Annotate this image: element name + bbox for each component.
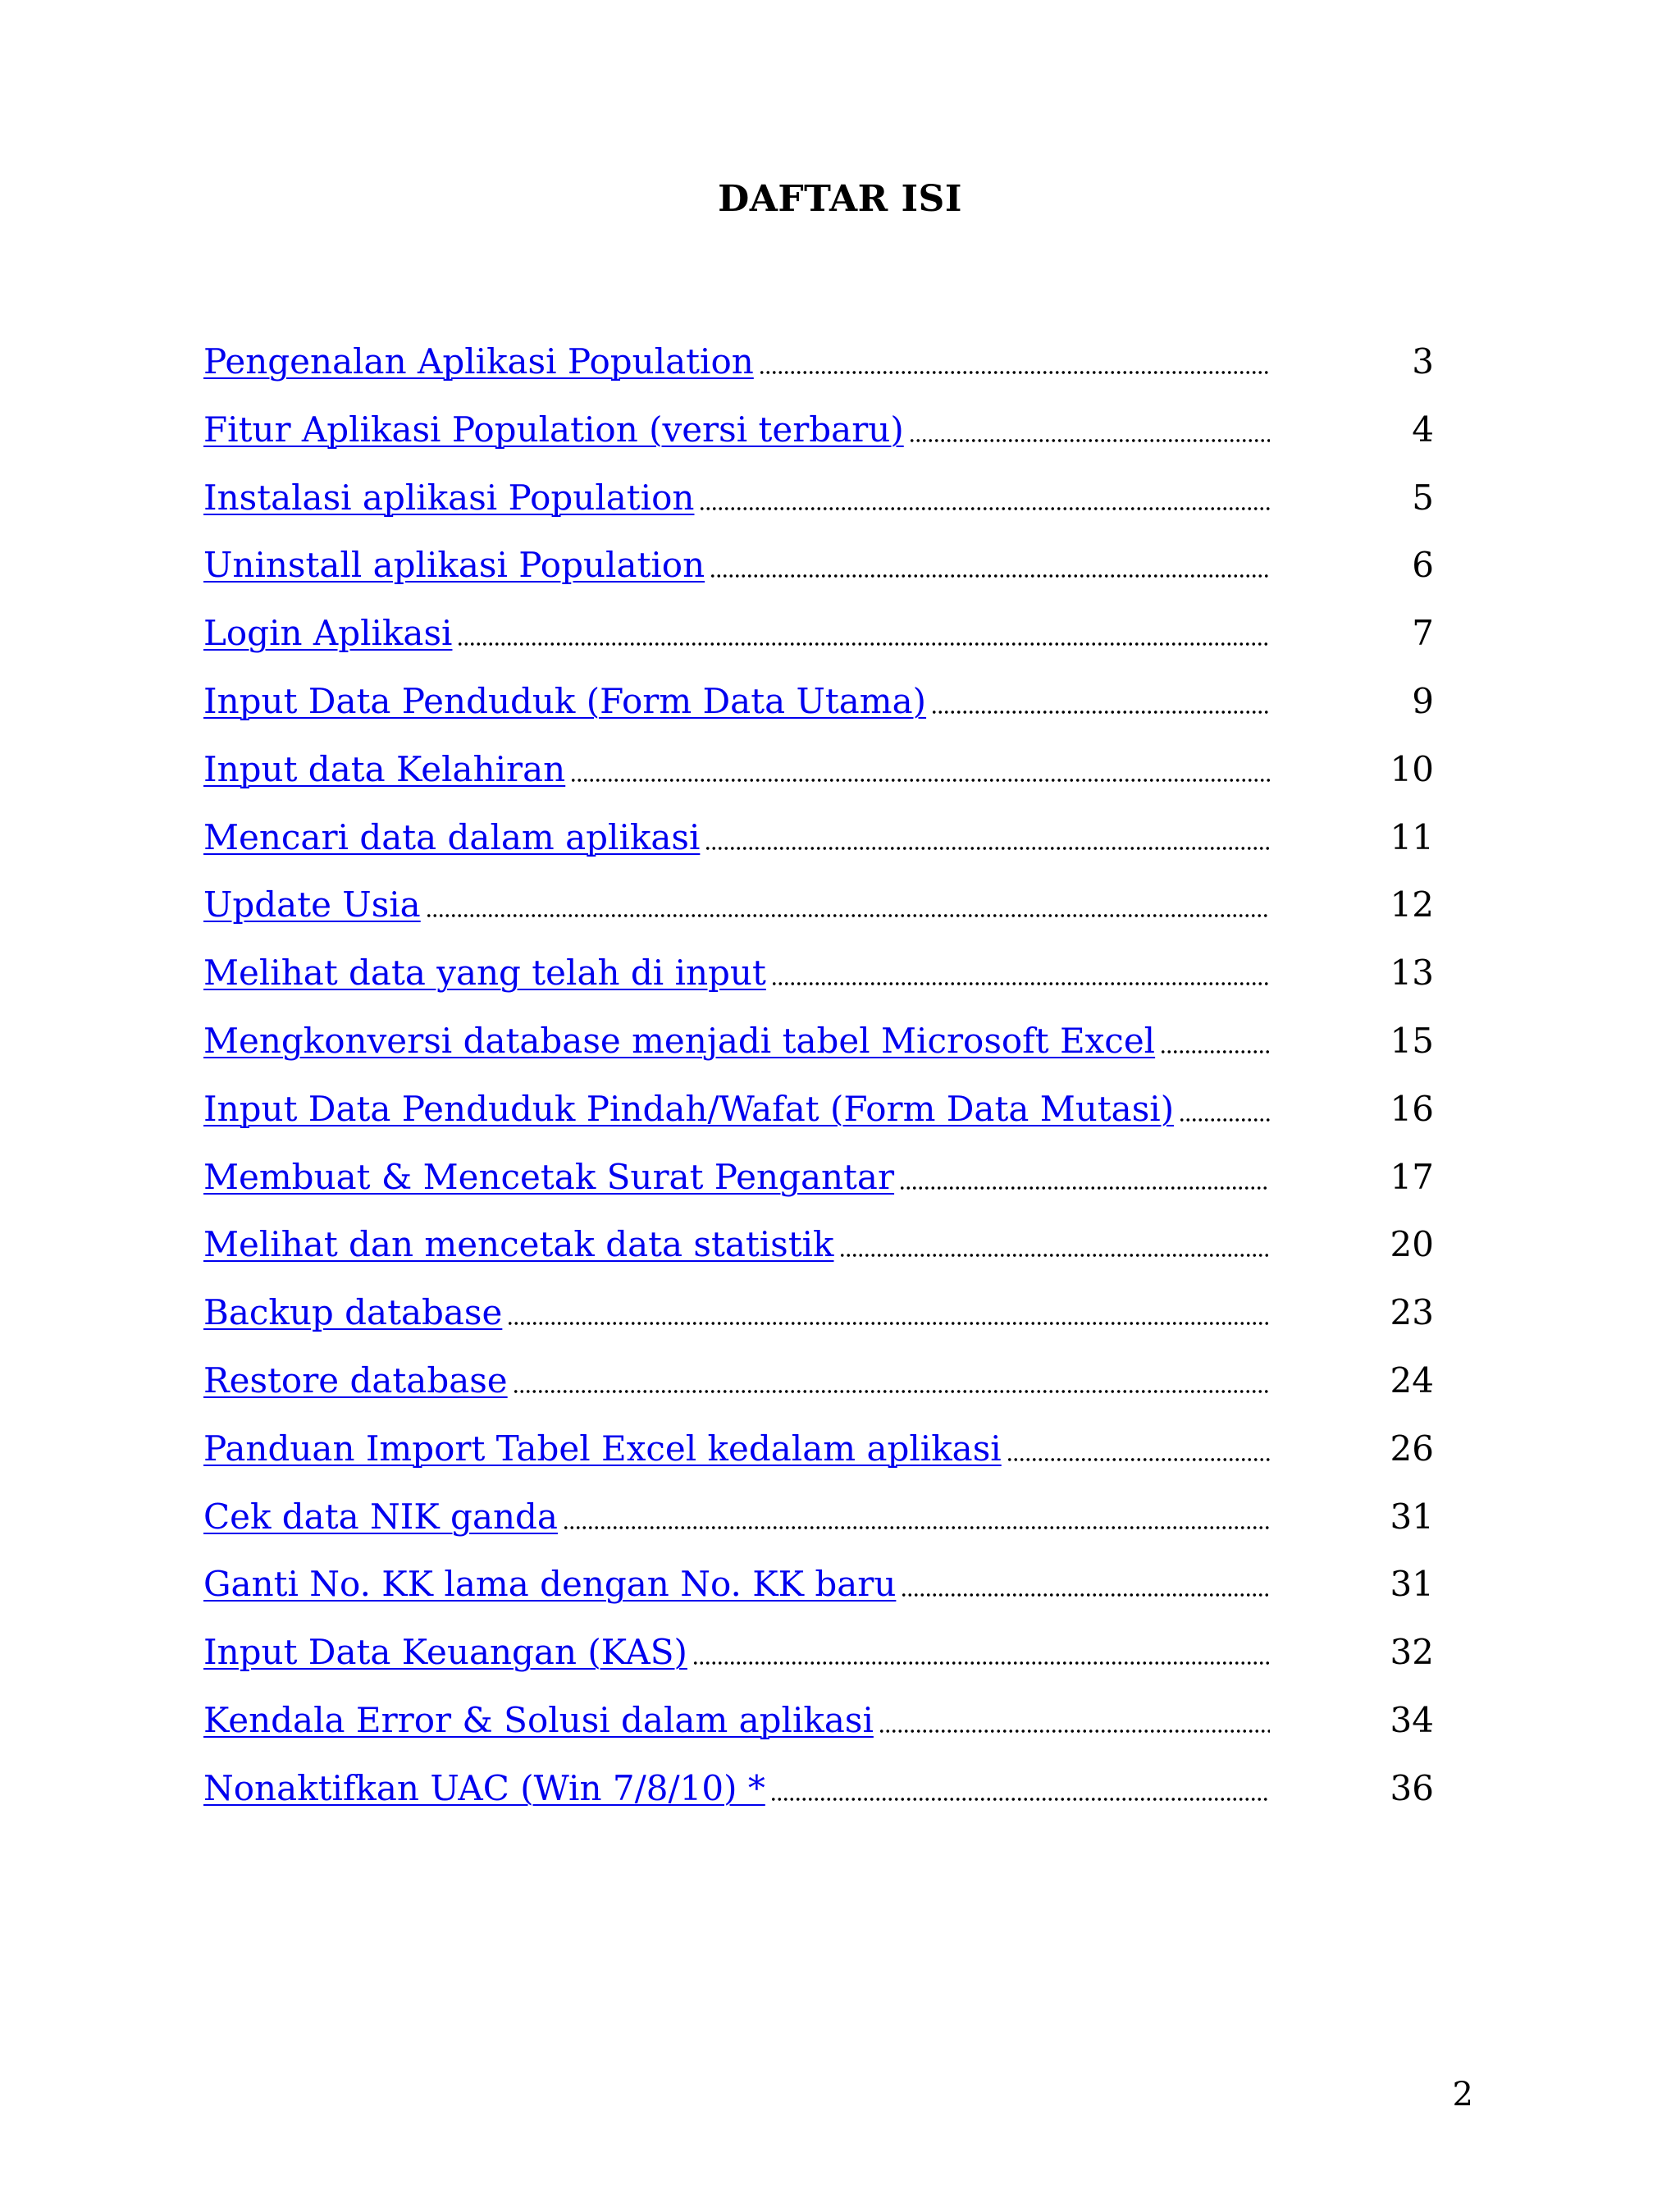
toc-link[interactable]: Input Data Keuangan (KAS) bbox=[203, 1632, 687, 1673]
toc-entry bbox=[203, 1629, 1434, 1697]
toc-entry-text-area bbox=[203, 406, 1270, 454]
toc-link[interactable]: Input Data Penduduk (Form Data Utama) bbox=[203, 680, 927, 721]
toc-dot-leader bbox=[759, 368, 1270, 377]
toc-entry-text-area bbox=[203, 1289, 1270, 1337]
toc-entry-text-area bbox=[203, 1493, 1270, 1541]
toc-link[interactable]: Mengkonversi database menjadi tabel Microsoft Excel bbox=[203, 1020, 1156, 1061]
toc-entry-text-area bbox=[203, 746, 1270, 793]
toc-entry bbox=[203, 746, 1434, 814]
toc-page-number: 13 bbox=[1390, 953, 1434, 994]
toc-dot-leader bbox=[770, 1795, 1270, 1803]
toc-entry-text-area bbox=[203, 1629, 1270, 1676]
toc-entry bbox=[203, 1697, 1434, 1765]
toc-page-number: 12 bbox=[1390, 884, 1434, 925]
toc-link[interactable]: Ganti No. KK lama dengan No. KK baru bbox=[203, 1564, 897, 1605]
toc-entry bbox=[203, 542, 1434, 610]
toc-link[interactable]: Kendala Error & Solusi dalam aplikasi bbox=[203, 1699, 874, 1740]
toc-entry-text-area bbox=[203, 949, 1270, 997]
toc-link[interactable]: Melihat data yang telah di input bbox=[203, 953, 766, 994]
toc-dot-leader bbox=[931, 708, 1270, 716]
toc-link[interactable]: Input Data Penduduk Pindah/Wafat (Form Data Mutasi) bbox=[203, 1088, 1175, 1129]
toc-dot-leader bbox=[771, 980, 1270, 988]
toc-link[interactable]: Pengenalan Aplikasi Population bbox=[203, 341, 754, 382]
toc-entry-text-area bbox=[203, 610, 1270, 657]
toc-link[interactable]: Input data Kelahiran bbox=[203, 748, 566, 789]
toc-entry-text-area bbox=[203, 1221, 1270, 1268]
toc-link[interactable]: Update Usia bbox=[203, 884, 421, 925]
toc-entry-text-area bbox=[203, 1697, 1270, 1744]
toc-dot-leader bbox=[563, 1524, 1270, 1532]
toc-link[interactable]: Mencari data dalam aplikasi bbox=[203, 816, 701, 857]
toc-link[interactable]: Instalasi aplikasi Population bbox=[203, 477, 695, 518]
toc-dot-leader bbox=[570, 776, 1270, 784]
toc-page-number: 3 bbox=[1412, 341, 1434, 382]
page-number: 2 bbox=[1452, 2076, 1473, 2113]
table-of-contents bbox=[203, 338, 1434, 1833]
page-title: DAFTAR ISI bbox=[718, 178, 962, 221]
toc-link[interactable]: Membuat & Mencetak Surat Pengantar bbox=[203, 1156, 895, 1197]
toc-dot-leader bbox=[899, 1184, 1270, 1192]
toc-link[interactable]: Uninstall aplikasi Population bbox=[203, 545, 705, 586]
toc-entry bbox=[203, 1561, 1434, 1629]
toc-dot-leader bbox=[839, 1251, 1271, 1259]
toc-dot-leader bbox=[710, 572, 1270, 580]
toc-entry-text-area bbox=[203, 1154, 1270, 1201]
toc-dot-leader bbox=[879, 1727, 1270, 1735]
toc-entry bbox=[203, 1154, 1434, 1222]
toc-entry bbox=[203, 338, 1434, 406]
toc-entry bbox=[203, 678, 1434, 746]
toc-dot-leader bbox=[909, 436, 1270, 445]
toc-entry bbox=[203, 610, 1434, 678]
toc-entry bbox=[203, 1357, 1434, 1425]
toc-dot-leader bbox=[507, 1319, 1270, 1327]
toc-page-number: 20 bbox=[1390, 1224, 1434, 1265]
toc-dot-leader bbox=[426, 912, 1270, 920]
toc-entry bbox=[203, 1017, 1434, 1085]
toc-link[interactable]: Nonaktifkan UAC (Win 7/8/10) * bbox=[203, 1767, 765, 1808]
toc-dot-leader bbox=[1160, 1048, 1270, 1056]
toc-link[interactable]: Panduan Import Tabel Excel kedalam aplikasi bbox=[203, 1428, 1002, 1469]
toc-entry-text-area bbox=[203, 338, 1270, 386]
toc-page-number: 34 bbox=[1390, 1699, 1434, 1740]
toc-entry bbox=[203, 1221, 1434, 1289]
toc-entry-text-area bbox=[203, 1357, 1270, 1405]
toc-page-number: 23 bbox=[1390, 1292, 1434, 1333]
toc-dot-leader bbox=[705, 844, 1270, 852]
toc-page-number: 24 bbox=[1390, 1359, 1434, 1401]
toc-entry bbox=[203, 1085, 1434, 1154]
toc-dot-leader bbox=[1179, 1116, 1270, 1124]
toc-page-number: 31 bbox=[1390, 1564, 1434, 1605]
toc-page-number: 15 bbox=[1390, 1020, 1434, 1061]
toc-entry-text-area bbox=[203, 1765, 1270, 1812]
toc-page-number: 7 bbox=[1412, 613, 1434, 654]
toc-entry-text-area bbox=[203, 1425, 1270, 1473]
toc-entry-text-area bbox=[203, 1017, 1270, 1065]
toc-link[interactable]: Restore database bbox=[203, 1359, 508, 1401]
toc-dot-leader bbox=[901, 1591, 1270, 1599]
toc-page-number: 11 bbox=[1390, 816, 1434, 857]
toc-link[interactable]: Cek data NIK ganda bbox=[203, 1496, 558, 1537]
toc-entry bbox=[203, 814, 1434, 882]
toc-link[interactable]: Fitur Aplikasi Population (versi terbaru) bbox=[203, 409, 904, 450]
toc-entry-text-area bbox=[203, 814, 1270, 861]
toc-dot-leader bbox=[1007, 1455, 1270, 1464]
toc-entry bbox=[203, 1493, 1434, 1561]
toc-entry bbox=[203, 949, 1434, 1017]
toc-entry bbox=[203, 474, 1434, 542]
toc-page-number: 26 bbox=[1390, 1428, 1434, 1469]
toc-entry-text-area bbox=[203, 1085, 1270, 1133]
toc-dot-leader bbox=[699, 505, 1270, 513]
toc-dot-leader bbox=[692, 1659, 1270, 1667]
toc-page-number: 6 bbox=[1412, 545, 1434, 586]
toc-entry bbox=[203, 406, 1434, 474]
toc-link[interactable]: Backup database bbox=[203, 1292, 503, 1333]
toc-page-number: 32 bbox=[1390, 1632, 1434, 1673]
toc-entry-text-area bbox=[203, 881, 1270, 929]
toc-entry-text-area bbox=[203, 678, 1270, 725]
toc-entry bbox=[203, 1765, 1434, 1833]
toc-page-number: 17 bbox=[1390, 1156, 1434, 1197]
toc-dot-leader bbox=[513, 1387, 1270, 1396]
toc-entry bbox=[203, 1425, 1434, 1493]
toc-entry-text-area bbox=[203, 1561, 1270, 1608]
toc-page-number: 31 bbox=[1390, 1496, 1434, 1537]
toc-entry-text-area bbox=[203, 474, 1270, 522]
toc-link[interactable]: Melihat dan mencetak data statistik bbox=[203, 1224, 834, 1265]
toc-page-number: 5 bbox=[1412, 477, 1434, 518]
toc-entry bbox=[203, 1289, 1434, 1357]
toc-link[interactable]: Login Aplikasi bbox=[203, 613, 453, 654]
toc-page-number: 4 bbox=[1412, 409, 1434, 450]
toc-page-number: 16 bbox=[1390, 1088, 1434, 1129]
toc-dot-leader bbox=[457, 640, 1270, 648]
toc-entry-text-area bbox=[203, 542, 1270, 589]
toc-page-number: 10 bbox=[1390, 748, 1434, 789]
toc-entry bbox=[203, 881, 1434, 949]
toc-page-number: 36 bbox=[1390, 1767, 1434, 1808]
toc-page-number: 9 bbox=[1412, 680, 1434, 721]
